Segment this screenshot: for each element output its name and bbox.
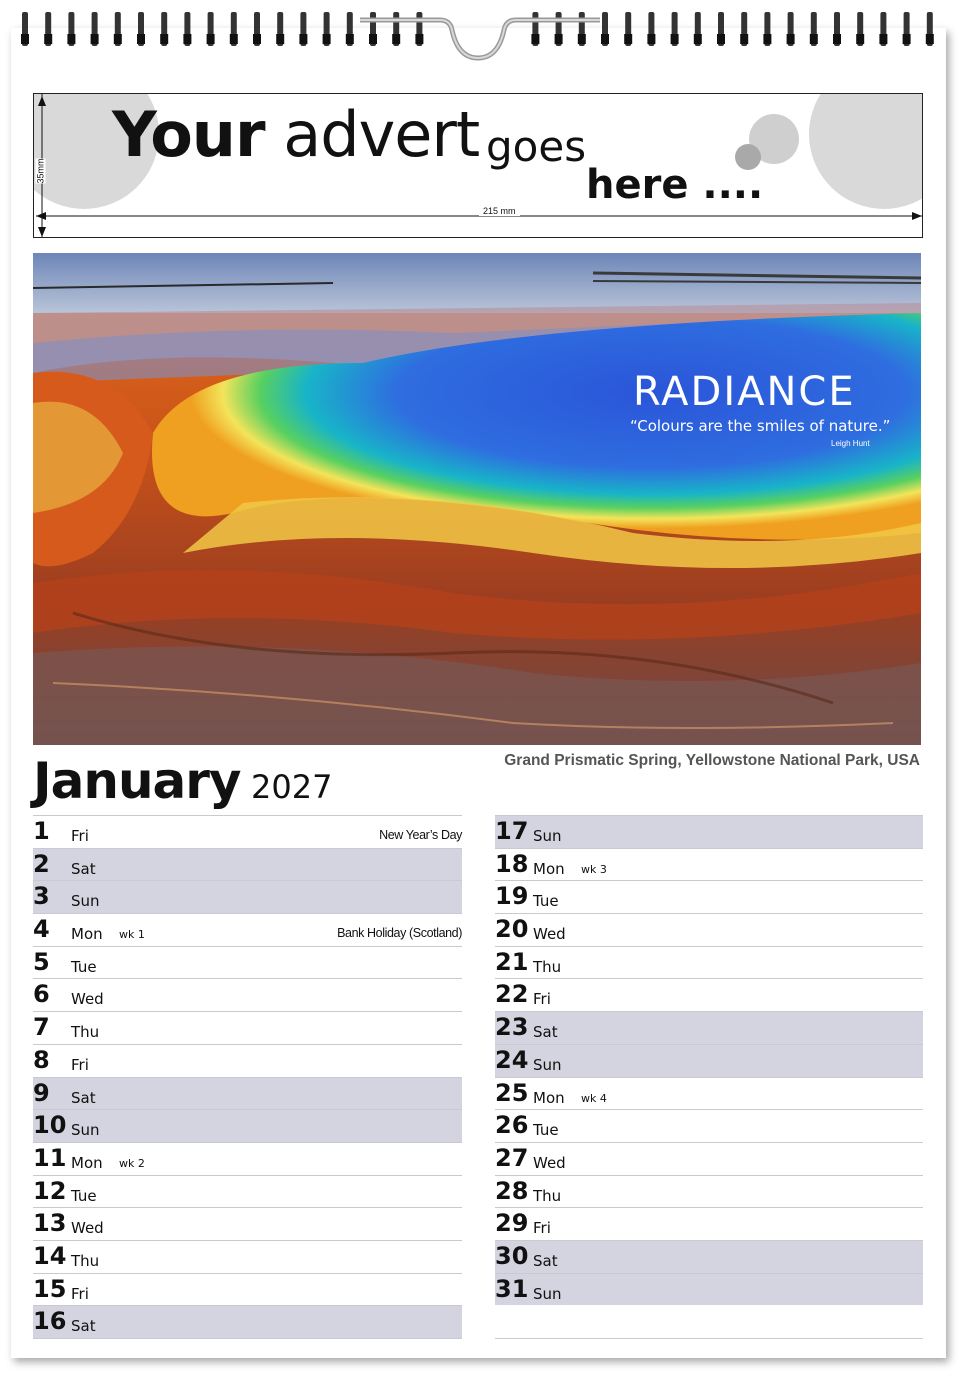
day-row [33,1305,462,1338]
binding-hole [555,34,563,44]
day-row [495,1240,923,1273]
height-dimension-label: 35mm [35,158,46,184]
empty-row [495,1305,923,1338]
weekday-label: Tue [71,1186,97,1205]
binding-hole [763,34,771,44]
binding-hole [624,34,632,44]
binding-hole [671,34,679,44]
day-number: 1 [33,817,50,845]
day-number: 18 [495,849,529,878]
day-number: 12 [33,1176,67,1205]
binding-hole [67,34,75,44]
day-number: 14 [33,1241,67,1270]
weekday-label: Fri [533,1219,551,1238]
day-row [33,1109,462,1142]
day-row [33,1011,462,1044]
binding-hole [230,34,238,44]
day-number: 20 [495,915,529,944]
weekday-label: Fri [71,1284,89,1303]
day-row [495,1207,923,1240]
weekday-label: Mon [533,1088,565,1107]
binding-hole [903,34,911,44]
day-row [495,978,923,1011]
binding-hole [879,34,887,44]
advert-headline: Your advert [112,98,480,171]
binding-hole [114,34,122,44]
day-row [33,1044,462,1077]
binding-hole [299,34,307,44]
day-number: 27 [495,1143,529,1172]
width-dimension-label: 215 mm [479,206,520,216]
day-row [33,946,462,979]
advert-here: here .... [586,162,764,208]
week-number: wk 3 [581,862,607,876]
day-row [33,880,462,913]
day-row [33,978,462,1011]
photo-title: RADIANCE [633,369,856,415]
day-number: 31 [495,1274,529,1303]
binding-hole [787,34,795,44]
day-number: 4 [33,915,50,944]
day-number: 15 [33,1274,67,1303]
weekday-label: Sat [533,1023,558,1042]
binding-hole [647,34,655,44]
day-row [33,1240,462,1273]
day-number: 29 [495,1209,529,1238]
day-number: 17 [495,817,529,845]
day-number: 23 [495,1013,529,1042]
day-row [495,1109,923,1142]
day-number: 3 [33,882,50,911]
weekday-label: Sun [533,827,562,845]
binding-hole [856,34,864,44]
day-row [495,848,923,881]
day-number: 30 [495,1241,529,1270]
day-number: 28 [495,1176,529,1205]
day-number: 13 [33,1209,67,1238]
weekday-label: Thu [71,1023,100,1042]
weekday-label: Thu [71,1251,100,1270]
day-number: 6 [33,980,50,1009]
binding-hole [601,34,609,44]
week-number: wk 4 [581,1091,607,1105]
binding-hole [415,34,423,44]
day-row [495,946,923,979]
binding-hole [21,34,29,44]
day-number: 5 [33,947,50,976]
day-row [33,1077,462,1110]
binding-hole [276,34,284,44]
day-row [33,1207,462,1240]
binding-hole [833,34,841,44]
weekday-label: Mon [533,859,565,878]
day-row [495,1175,923,1208]
binding-hole [183,34,191,44]
column-end-rule [33,1338,462,1339]
binding-hole [323,34,331,44]
weekday-label: Sun [71,892,100,911]
day-number: 19 [495,882,529,911]
day-row [33,1273,462,1306]
binding-hole [810,34,818,44]
photo-quote-author: Leigh Hunt [831,439,870,448]
binding-hole [392,34,400,44]
day-number: 2 [33,849,50,878]
weekday-label: Sun [533,1284,562,1303]
binding-hole [253,34,261,44]
column-end-rule [495,1338,923,1339]
binding-hole [926,34,934,44]
day-number: 9 [33,1078,50,1107]
day-number: 7 [33,1013,50,1042]
weekday-label: Sat [71,859,96,878]
binding-hole [717,34,725,44]
binding-hole [207,34,215,44]
hot-spring-image [33,253,921,745]
binding-hole [694,34,702,44]
photo-quote: “Colours are the smiles of nature.” [630,417,891,435]
binding-hole [578,34,586,44]
weekday-label: Fri [533,990,551,1009]
binding-hole [740,34,748,44]
day-number: 24 [495,1045,529,1074]
weekday-label: Wed [71,990,104,1009]
binding-hole [160,34,168,44]
day-number: 25 [495,1078,529,1107]
days-column-right [495,815,923,1339]
week-number: wk 1 [119,928,145,942]
weekday-label: Sat [533,1251,558,1270]
month-year: 2027 [250,768,333,806]
binding-hole [44,34,52,44]
weekday-label: Thu [533,957,562,976]
feature-photo [33,253,921,745]
day-row [33,913,462,946]
day-number: 22 [495,980,529,1009]
days-column-left [33,815,462,1339]
day-number: 26 [495,1111,529,1140]
week-number: wk 2 [119,1156,145,1170]
weekday-label: Tue [533,892,559,911]
day-row [495,913,923,946]
day-number: 10 [33,1111,67,1140]
binding-hole [369,34,377,44]
spiral-binding [0,0,961,70]
day-row [495,815,923,848]
holiday-label: Bank Holiday (Scotland) [337,926,462,941]
weekday-label: Sun [71,1121,100,1140]
day-row [33,848,462,881]
weekday-label: Sat [71,1088,96,1107]
weekday-label: Wed [533,1153,566,1172]
day-row [495,1044,923,1077]
day-row [495,880,923,913]
weekday-label: Mon [71,925,103,944]
day-number: 11 [33,1143,67,1172]
weekday-label: Fri [71,827,89,845]
day-row [495,1142,923,1175]
weekday-label: Wed [533,925,566,944]
day-number: 8 [33,1045,50,1074]
binding-hole [531,34,539,44]
binding-hole [346,34,354,44]
binding-hole [137,34,145,44]
day-row [33,1175,462,1208]
binding-hole [91,34,99,44]
weekday-label: Tue [533,1121,559,1140]
advert-placeholder [33,93,923,238]
month-heading [33,752,332,810]
weekday-label: Thu [533,1186,562,1205]
day-number: 21 [495,947,529,976]
day-number: 16 [33,1307,67,1336]
day-row [495,1273,923,1306]
weekday-label: Wed [71,1219,104,1238]
weekday-label: Sun [533,1055,562,1074]
weekday-label: Fri [71,1055,89,1074]
advert-goes: goes [486,122,587,171]
weekday-label: Sat [71,1317,96,1336]
photo-caption: Grand Prismatic Spring, Yellowstone National Park, USA [504,752,920,769]
weekday-label: Mon [71,1153,103,1172]
day-row [495,1077,923,1110]
weekday-label: Tue [71,957,97,976]
day-row [495,1011,923,1044]
holiday-label: New Year’s Day [379,828,462,842]
month-name: January [33,752,241,810]
day-row [33,815,462,848]
day-row [33,1142,462,1175]
